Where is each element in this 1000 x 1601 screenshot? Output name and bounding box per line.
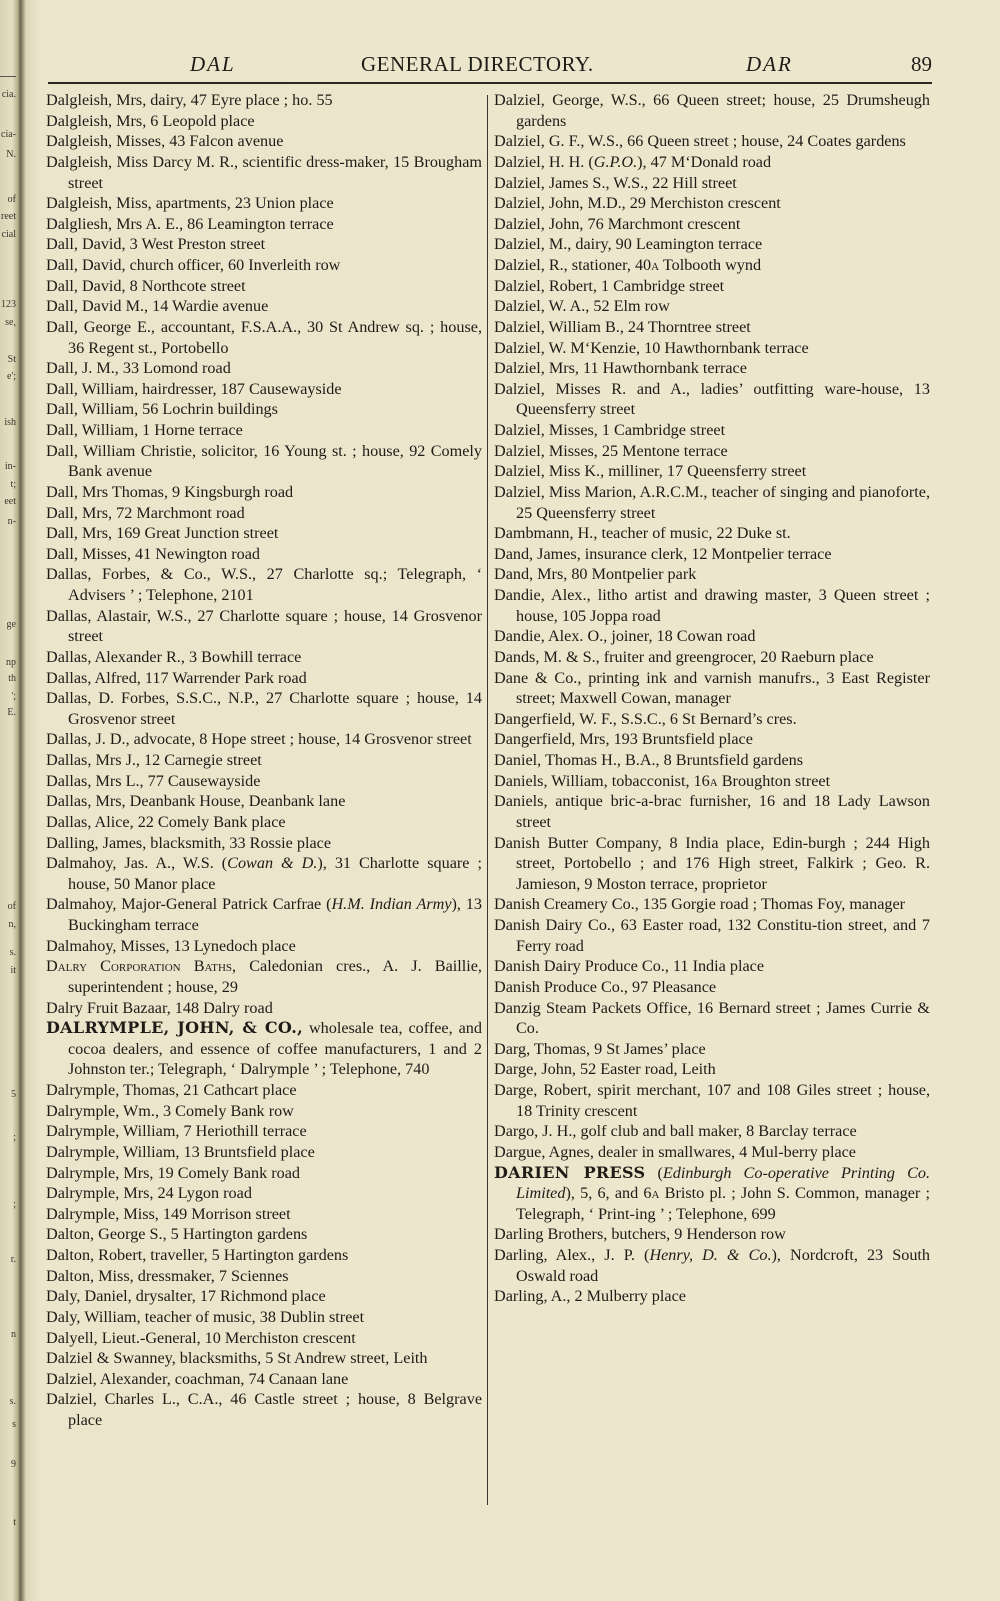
entry-text: Daly, Daniel, drysalter, 17 Richmond place xyxy=(46,1287,326,1306)
entry-text: wholesale tea, coffee, and cocoa dealers, and essence of coffee manufacturers, 1 and 2 Johnston ter.; Telegraph, ‘ Dalrymple ’ ; Telephone, 740 xyxy=(68,1019,482,1079)
directory-entry xyxy=(46,606,482,647)
entry-text: Dalrymple, William, 7 Heriothill terrace xyxy=(46,1122,307,1141)
entry-text: Dall, William Christie, solicitor, 16 Young st. ; house, 92 Comely Bank avenue xyxy=(46,441,482,481)
directory-entry xyxy=(494,833,930,895)
directory-entry xyxy=(46,1121,482,1142)
directory-entry xyxy=(494,358,930,379)
directory-entry xyxy=(46,1080,482,1101)
margin-fragment-text: 5 xyxy=(11,1089,16,1100)
entry-heading-bold: DALRYMPLE, JOHN, & CO., xyxy=(46,1018,303,1038)
directory-entry xyxy=(46,441,482,482)
directory-entry xyxy=(494,276,930,297)
margin-fragment-text: in- xyxy=(4,461,16,472)
entry-text: Dalmahoy, Major-General Patrick Carfrae ( xyxy=(46,895,332,914)
entry-text: Dallas, J. D., advocate, 8 Hope street ; house, 14 Grosvenor street xyxy=(46,730,472,749)
margin-fragment-text: cia- xyxy=(1,129,16,140)
margin-fragment-text: se, xyxy=(5,317,16,328)
directory-entry xyxy=(46,276,482,297)
entry-text: Dalziel, William B., 24 Thorntree street xyxy=(494,317,751,336)
margin-fragment-text: n, xyxy=(8,919,16,930)
directory-entry xyxy=(494,338,930,359)
directory-entry xyxy=(494,647,930,668)
entry-text: Dall, David, 8 Northcote street xyxy=(46,276,246,295)
entry-italic-text: Edinburgh Co-operative Printing Co. Limited xyxy=(516,1163,931,1203)
entry-text: a xyxy=(651,1184,660,1203)
directory-entry xyxy=(46,544,482,565)
directory-entry xyxy=(46,111,482,132)
directory-entry xyxy=(494,626,930,647)
entry-text: Dalrymple, Miss, 149 Morrison street xyxy=(46,1204,291,1223)
directory-entry xyxy=(46,296,482,317)
directory-entry xyxy=(46,420,482,441)
entry-text: ), 47 M‘Donald road xyxy=(637,152,772,171)
margin-fragment-text: cial xyxy=(1,229,16,240)
entry-text: Dallas, Alice, 22 Comely Bank place xyxy=(46,812,286,831)
margin-fragment-text: s xyxy=(12,1419,16,1430)
directory-entry xyxy=(494,977,930,998)
entry-text: ( xyxy=(645,1163,663,1182)
directory-entry xyxy=(494,1142,930,1163)
entry-italic-text: H.M. Indian Army xyxy=(331,895,452,914)
entry-text: Dall, Misses, 41 Newington road xyxy=(46,544,261,563)
entry-text: Dalgleish, Miss, apartments, 23 Union place xyxy=(46,194,334,213)
page-title: GENERAL DIRECTORY. xyxy=(361,52,594,76)
directory-entry xyxy=(494,1080,930,1121)
margin-fragment-text: s. xyxy=(9,1396,16,1407)
margin-fragment-text: of xyxy=(7,194,16,205)
directory-entry xyxy=(494,729,930,750)
entry-text: Dangerfield, Mrs, 193 Bruntsfield place xyxy=(494,730,753,749)
directory-entry xyxy=(46,1266,482,1287)
directory-entry xyxy=(494,420,930,441)
entry-text: Dalgleish, Mrs, 6 Leopold place xyxy=(46,111,255,130)
directory-entry xyxy=(46,750,482,771)
margin-fragment-text: n xyxy=(11,1329,16,1340)
entry-text: Dalrymple, Wm., 3 Comely Bank row xyxy=(46,1101,294,1120)
margin-fragment-text: it xyxy=(10,965,16,976)
directory-entry xyxy=(46,998,482,1019)
directory-entry xyxy=(46,152,482,193)
entry-text: Dall, Mrs, 72 Marchmont road xyxy=(46,503,245,522)
entry-text: Daly, William, teacher of music, 38 Dublin street xyxy=(46,1307,365,1326)
entry-text: Dall, Mrs, 169 Great Junction street xyxy=(46,524,279,543)
directory-entry xyxy=(494,461,930,482)
directory-entry xyxy=(494,193,930,214)
margin-fragment-text: ge xyxy=(6,619,16,630)
directory-entry xyxy=(46,234,482,255)
entry-text: Broughton street xyxy=(717,771,831,790)
directory-entry xyxy=(46,1204,482,1225)
directory-entry xyxy=(46,771,482,792)
directory-entry xyxy=(494,1245,930,1286)
entry-text: Dandie, Alex., litho artist and drawing master, 3 Queen street ; house, 105 Joppa road xyxy=(494,586,930,625)
directory-entry xyxy=(46,668,482,689)
directory-entry xyxy=(494,173,930,194)
entry-text: Darge, Robert, spirit merchant, 107 and 108 Giles street ; house, 18 Trinity crescent xyxy=(494,1081,930,1120)
entry-text: Dallas, Alastair, W.S., 27 Charlotte square ; house, 14 Grosvenor street xyxy=(46,606,482,646)
entry-text: Dalrymple, Mrs, 19 Comely Bank road xyxy=(46,1163,301,1182)
entry-text: Dalmahoy, Misses, 13 Lynedoch place xyxy=(46,936,296,955)
directory-entry xyxy=(494,1059,930,1080)
directory-entry xyxy=(494,1163,930,1225)
directory-entry xyxy=(494,709,930,730)
directory-entry xyxy=(46,482,482,503)
entry-text: Dalziel, Miss K., milliner, 17 Queensferry street xyxy=(494,462,807,481)
entry-text: Darge, John, 52 Easter road, Leith xyxy=(494,1060,716,1079)
directory-entry xyxy=(46,688,482,729)
directory-entry xyxy=(494,379,930,420)
entry-text: Dallas, Mrs L., 77 Causewayside xyxy=(46,771,261,790)
entry-text: Dalton, George S., 5 Hartington gardens xyxy=(46,1225,308,1244)
entry-italic-text: G.P.O. xyxy=(593,152,638,171)
directory-entry xyxy=(494,791,930,832)
directory-entry xyxy=(494,668,930,709)
entry-text: Dall, Mrs Thomas, 9 Kingsburgh road xyxy=(46,482,294,501)
entry-text: Dalziel, G. F., W.S., 66 Queen street ; house, 24 Coates gardens xyxy=(494,132,906,151)
directory-entry xyxy=(46,812,482,833)
entry-text: Danish Dairy Produce Co., 11 India place xyxy=(494,957,765,976)
entry-text: Dallas, Mrs, Deanbank House, Deanbank lane xyxy=(46,792,346,811)
entry-text: Dalrymple, Mrs, 24 Lygon road xyxy=(46,1184,252,1203)
directory-entry xyxy=(494,750,930,771)
entry-text: Darg, Thomas, 9 St James’ place xyxy=(494,1039,706,1058)
directory-entry xyxy=(46,1348,482,1369)
margin-fragment-text: N. xyxy=(6,149,16,160)
entry-text: Dands, M. & S., fruiter and greengrocer, 20 Raeburn place xyxy=(494,647,874,666)
directory-entry xyxy=(46,1101,482,1122)
entry-text: Bristo pl. ; John S. Common, manager ; Telegraph, ‘ Print-ing ’ ; Telephone, 699 xyxy=(516,1184,930,1223)
entry-text: , Caledonian cres., A. J. Baillie, superintendent ; house, 29 xyxy=(68,957,482,996)
entry-text: Dand, James, insurance clerk, 12 Montpelier terrace xyxy=(494,544,832,563)
margin-fragment-text: ish xyxy=(4,417,16,428)
entry-text: Darling, Alex., J. P. ( xyxy=(494,1246,650,1264)
entry-text: Dallas, D. Forbes, S.S.C., N.P., 27 Charlotte square ; house, 14 Grosvenor street xyxy=(46,689,482,728)
entry-text: Daniels, William, tobacconist, 16 xyxy=(494,771,710,790)
entry-text: Daniel, Thomas H., B.A., 8 Bruntsfield gardens xyxy=(494,751,804,769)
margin-fragment-text: 9 xyxy=(11,1459,16,1470)
entry-text: ), 31 Charlotte square ; house, 50 Manor place xyxy=(68,854,482,893)
directory-entry xyxy=(46,1245,482,1266)
directory-entry xyxy=(494,998,930,1039)
margin-fragment-text: e'; xyxy=(6,371,16,382)
column-divider xyxy=(487,95,488,1505)
entry-text: Danish Butter Company, 8 India place, Edin-burgh ; 244 High street, Portobello ; and 176 High street, Falkirk ; Geo. R. Jamieson, 9 Moston terrace, proprietor xyxy=(494,833,930,893)
directory-entry xyxy=(46,936,482,957)
margin-fragment-text: of xyxy=(7,901,16,912)
entry-text: Darling, A., 2 Mulberry place xyxy=(494,1287,686,1306)
entry-text: Dall, David M., 14 Wardie avenue xyxy=(46,297,269,316)
directory-entry xyxy=(46,1389,482,1430)
directory-entry xyxy=(46,1183,482,1204)
entry-text: Dalmahoy, Jas. A., W.S. ( xyxy=(46,854,228,873)
margin-fragment-text: t; xyxy=(10,479,16,490)
entry-text: Dalgleish, Mrs, dairy, 47 Eyre place ; ho. 55 xyxy=(46,91,333,109)
entry-text: Dane & Co., printing ink and varnish manufrs., 3 East Register street; Maxwell Cowan, manager xyxy=(494,668,930,708)
directory-entry xyxy=(494,544,930,565)
directory-entry xyxy=(46,131,482,152)
entry-text: Darling Brothers, butchers, 9 Henderson row xyxy=(494,1225,786,1244)
entry-text: Dalziel, Misses, 1 Cambridge street xyxy=(494,421,726,439)
directory-entry xyxy=(46,1286,482,1307)
directory-entry xyxy=(494,523,930,544)
margin-fragment-text: '; xyxy=(11,691,16,702)
entry-text: Dall, William, hairdresser, 187 Causewayside xyxy=(46,379,342,398)
entry-text: Dall, George E., accountant, F.S.A.A., 30 St Andrew sq. ; house, 36 Regent st., Portobello xyxy=(46,317,482,357)
entry-text: Dalziel, Miss Marion, A.R.C.M., teacher of singing and pianoforte, 25 Queensferry street xyxy=(494,482,930,522)
right-column xyxy=(494,90,930,1307)
margin-fragment-text: St xyxy=(7,354,16,365)
directory-entry xyxy=(46,1163,482,1184)
guide-word-left: DAL xyxy=(190,52,236,76)
directory-entry xyxy=(494,296,930,317)
entry-text: Dalziel, W. M‘Kenzie, 10 Hawthornbank terrace xyxy=(494,338,809,357)
entry-text: Dalrymple, William, 13 Bruntsfield place xyxy=(46,1142,315,1161)
entry-text: Daniels, antique bric-a-brac furnisher, 16 and 18 Lady Lawson street xyxy=(494,792,930,831)
directory-entry xyxy=(494,131,930,152)
entry-text: Dall, David, church officer, 60 Inverleith row xyxy=(46,256,341,274)
entry-text: Dalziel, Misses, 25 Mentone terrace xyxy=(494,441,728,460)
left-column xyxy=(46,90,482,1431)
directory-entry xyxy=(46,1142,482,1163)
entry-text: Dalyell, Lieut.-General, 10 Merchiston crescent xyxy=(46,1328,356,1347)
directory-entry xyxy=(494,90,930,131)
adjacent-page-fragments xyxy=(0,60,18,1560)
directory-entry xyxy=(46,358,482,379)
directory-entry xyxy=(46,1018,482,1080)
margin-fragment-text: E. xyxy=(7,707,16,718)
entry-text: Dall, William, 1 Horne terrace xyxy=(46,421,243,439)
directory-entry xyxy=(46,729,482,750)
directory-entry xyxy=(46,90,482,111)
margin-fragment-text: th xyxy=(8,673,16,684)
entry-text: Dalling, James, blacksmith, 33 Rossie place xyxy=(46,833,332,852)
entry-text: Dalziel, W. A., 52 Elm row xyxy=(494,297,670,316)
entry-text: Dalziel, John, 76 Marchmont crescent xyxy=(494,214,741,233)
directory-entry xyxy=(494,1286,930,1307)
entry-text: Dalziel, Misses R. and A., ladies’ outfitting ware-house, 13 Queensferry street xyxy=(494,379,930,419)
page-number: 89 xyxy=(911,52,932,76)
directory-entry xyxy=(494,956,930,977)
margin-fragment-text: eet xyxy=(4,496,16,507)
entry-text: Dalziel, Alexander, coachman, 74 Canaan lane xyxy=(46,1369,349,1388)
directory-entry xyxy=(46,503,482,524)
directory-entry xyxy=(46,1328,482,1349)
directory-entry xyxy=(46,317,482,358)
entry-text: Dalgliesh, Mrs A. E., 86 Leamington terrace xyxy=(46,214,334,233)
entry-text: Dalziel, Mrs, 11 Hawthornbank terrace xyxy=(494,359,747,378)
entry-text: Dargo, J. H., golf club and ball maker, 8 Barclay terrace xyxy=(494,1122,857,1141)
entry-italic-text: Cowan & D. xyxy=(227,854,318,873)
entry-text: ), 13 Buckingham terrace xyxy=(68,895,482,934)
entry-text: Danish Dairy Co., 63 Easter road, 132 Constitu-tion street, and 7 Ferry road xyxy=(494,916,930,955)
entry-text: Dangerfield, W. F., S.S.C., 6 St Bernard’s cres. xyxy=(494,709,797,728)
margin-fragment-text: ; xyxy=(13,1132,16,1143)
entry-text: Dalton, Miss, dressmaker, 7 Sciennes xyxy=(46,1266,289,1285)
entry-text: Dalziel, M., dairy, 90 Leamington terrace xyxy=(494,235,763,254)
entry-text: Dandie, Alex. O., joiner, 18 Cowan road xyxy=(494,627,756,646)
margin-fragment-text: ; xyxy=(13,1199,16,1210)
margin-fragment-text: np xyxy=(6,657,16,668)
entry-text: Dalrymple, Thomas, 21 Cathcart place xyxy=(46,1081,297,1099)
directory-entry xyxy=(46,833,482,854)
directory-entry xyxy=(494,1224,930,1245)
directory-entry xyxy=(494,214,930,235)
directory-entry xyxy=(46,647,482,668)
entry-text: Dalry Fruit Bazaar, 148 Dalry road xyxy=(46,998,273,1017)
directory-entry xyxy=(494,152,930,173)
running-header xyxy=(48,52,932,82)
entry-text: Dalziel, R., stationer, 40 xyxy=(494,256,652,274)
directory-entry xyxy=(46,956,482,997)
margin-fragment-text: cia. xyxy=(1,89,16,100)
entry-text: Dalziel, John, M.D., 29 Merchiston crescent xyxy=(494,194,781,213)
directory-entry xyxy=(494,771,930,792)
entry-text: Dalziel & Swanney, blacksmiths, 5 St Andrew street, Leith xyxy=(46,1349,428,1368)
directory-entry xyxy=(46,853,482,894)
entry-text: Dallas, Mrs J., 12 Carnegie street xyxy=(46,751,262,769)
entry-text: Dalziel, Robert, 1 Cambridge street xyxy=(494,276,725,295)
directory-entry xyxy=(494,585,930,626)
entry-text: ), Nordcroft, 23 South Oswald road xyxy=(516,1246,931,1285)
entry-text: Dall, J. M., 33 Lomond road xyxy=(46,359,231,378)
entry-text: Danish Produce Co., 97 Pleasance xyxy=(494,977,717,996)
entry-text: Dargue, Agnes, dealer in smallwares, 4 Mul-berry place xyxy=(494,1142,856,1161)
guide-word-right: DAR xyxy=(746,52,793,76)
entry-text: Dambmann, H., teacher of music, 22 Duke st. xyxy=(494,524,791,543)
directory-entry xyxy=(494,234,930,255)
directory-entry xyxy=(494,894,930,915)
entry-text: a xyxy=(651,256,660,274)
entry-text: Dallas, Alfred, 117 Warrender Park road xyxy=(46,668,307,687)
header-rule xyxy=(48,82,932,84)
directory-entry xyxy=(494,482,930,523)
directory-entry xyxy=(46,193,482,214)
directory-entry xyxy=(494,317,930,338)
directory-entry xyxy=(46,1224,482,1245)
entry-text: a xyxy=(709,771,718,790)
entry-text: Dalry Corporation Baths xyxy=(46,957,233,976)
directory-entry xyxy=(46,523,482,544)
entry-text: Dallas, Alexander R., 3 Bowhill terrace xyxy=(46,647,302,666)
directory-entry xyxy=(46,564,482,605)
entry-text: Dalziel, H. H. ( xyxy=(494,152,594,171)
entry-text: Danish Creamery Co., 135 Gorgie road ; Thomas Foy, manager xyxy=(494,895,906,914)
entry-text: ), 5, 6, and 6 xyxy=(565,1184,652,1203)
margin-fragment-text: t xyxy=(13,1517,16,1528)
entry-text: Dalgleish, Miss Darcy M. R., scientific dress-maker, 15 Brougham street xyxy=(46,152,482,192)
directory-entry xyxy=(494,564,930,585)
entry-text: Dallas, Forbes, & Co., W.S., 27 Charlotte sq.; Telegraph, ‘ Advisers ’ ; Telephone, 2101 xyxy=(46,565,482,604)
margin-fragment-text: s. xyxy=(9,947,16,958)
entry-text: Dall, David, 3 West Preston street xyxy=(46,235,266,254)
directory-entry xyxy=(494,441,930,462)
entry-text: Danzig Steam Packets Office, 16 Bernard street ; James Currie & Co. xyxy=(494,998,930,1038)
entry-text: Dalziel, James S., W.S., 22 Hill street xyxy=(494,173,737,192)
directory-entry xyxy=(46,399,482,420)
entry-text: Dalton, Robert, traveller, 5 Hartington gardens xyxy=(46,1246,349,1264)
entry-text: Dalgleish, Misses, 43 Falcon avenue xyxy=(46,132,284,151)
entry-italic-text: Henry, D. & Co. xyxy=(649,1246,772,1264)
margin-fragment-text: r. xyxy=(10,1254,16,1265)
directory-entry xyxy=(494,1121,930,1142)
entry-text: Tolbooth wynd xyxy=(659,256,762,274)
directory-entry xyxy=(46,1369,482,1390)
directory-entry xyxy=(46,379,482,400)
directory-entry xyxy=(46,791,482,812)
entry-heading-bold: DARIEN PRESS xyxy=(494,1162,646,1182)
entry-text: Dall, William, 56 Lochrin buildings xyxy=(46,400,278,419)
entry-text: Dand, Mrs, 80 Montpelier park xyxy=(494,565,697,584)
directory-entry xyxy=(46,255,482,276)
directory-entry xyxy=(494,915,930,956)
directory-entry xyxy=(46,894,482,935)
margin-fragment-text: n- xyxy=(7,516,16,527)
directory-entry xyxy=(46,214,482,235)
directory-entry xyxy=(494,1039,930,1060)
entry-text: Dalziel, Charles L., C.A., 46 Castle street ; house, 8 Belgrave place xyxy=(46,1390,482,1429)
margin-fragment-text: reet xyxy=(1,211,16,222)
directory-entry xyxy=(494,255,930,276)
entry-text: Dalziel, George, W.S., 66 Queen street; house, 25 Drumsheugh gardens xyxy=(494,91,930,130)
directory-entry xyxy=(46,1307,482,1328)
margin-fragment-text: 123 xyxy=(1,299,16,310)
